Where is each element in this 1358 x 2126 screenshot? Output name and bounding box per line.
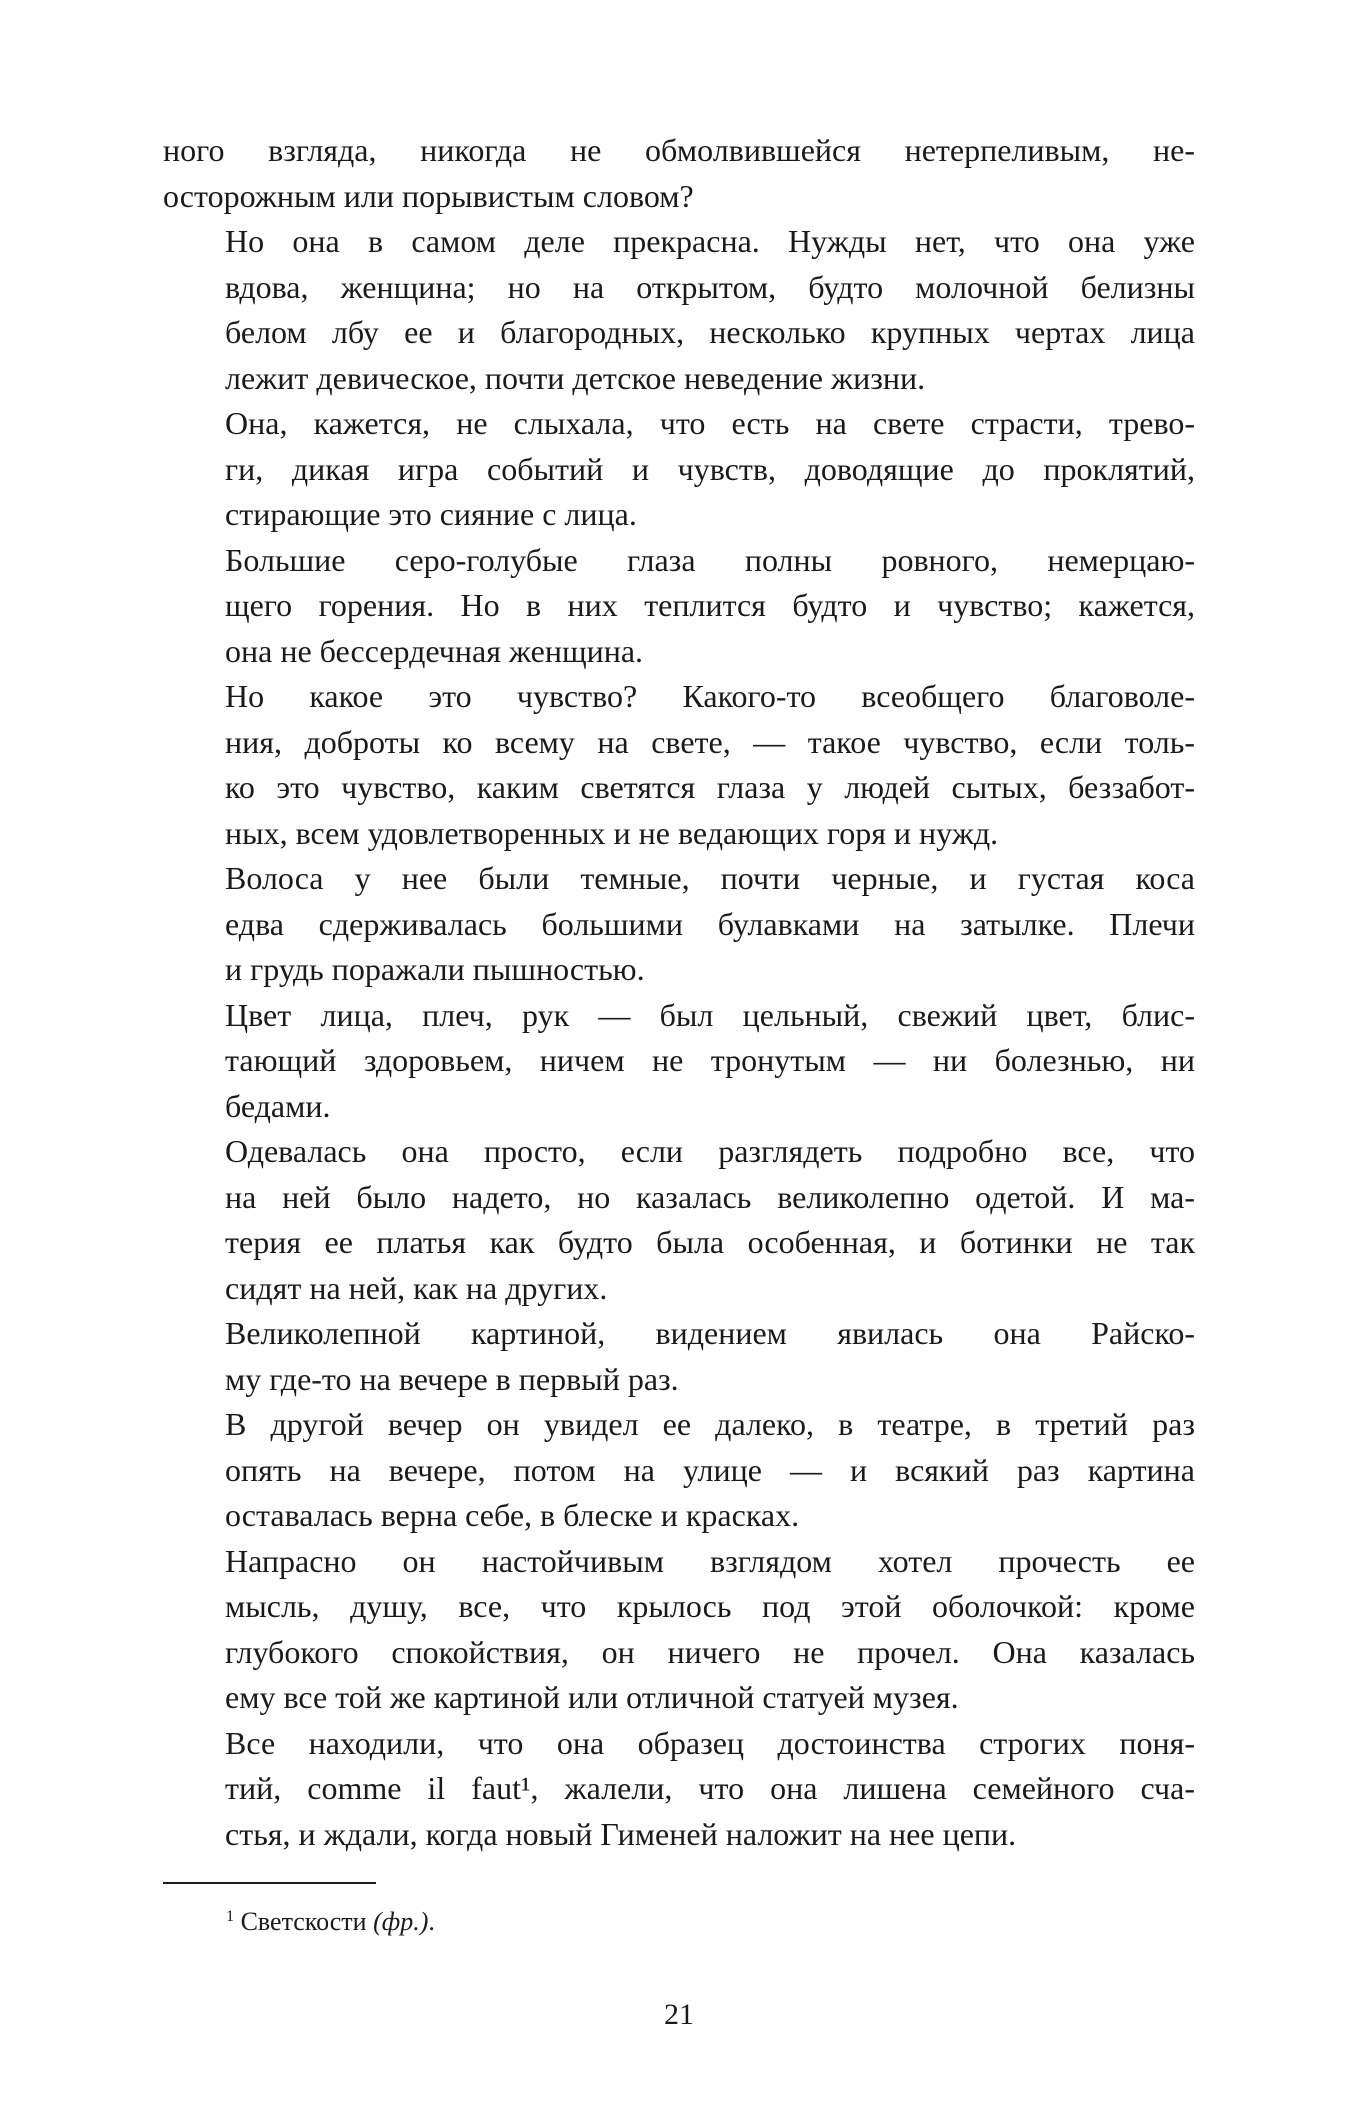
text-line: Напрасно он настойчивым взглядом хотел прочесть ее [225, 1542, 1195, 1579]
text-line: Она, кажется, не слыхала, что есть на свете страсти, трево- [225, 405, 1195, 441]
paragraph [163, 674, 1195, 856]
text-line: ко это чувство, каким светятся глаза у людей сытых, беззабот- [225, 769, 1195, 805]
text-line: стирающие это сияние с лица. [225, 496, 637, 532]
text-line: Но она в самом деле прекрасна. Нужды нет, что она уже [225, 223, 1195, 259]
paragraph [163, 856, 1195, 993]
text-line: стья, и ждали, когда новый Гименей наложит на нее цепи. [225, 1815, 1017, 1852]
paragraph [163, 538, 1195, 675]
footnote-text: Светскости [240, 1907, 374, 1936]
text-line: белом лбу ее и благородных, несколько крупных чертах лица [225, 314, 1195, 350]
paragraph [163, 1311, 1195, 1402]
paragraph [163, 1721, 1195, 1858]
text-line: сидят на ней, как на других. [225, 1269, 608, 1306]
text-line: ного взгляда, никогда не обмолвившейся нетерпеливым, не- [163, 132, 1195, 168]
text-line: В другой вечер он увидел ее далеко, в театре, в третий раз [225, 1406, 1195, 1442]
main-text [163, 128, 1195, 1857]
text-line: тий, comme il faut¹, жалели, что она лишена семейного сча- [225, 1770, 1195, 1806]
text-line: Но какое это чувство? Какого-то всеобщего благоволе- [225, 678, 1195, 714]
text-line: опять на вечере, потом на улице — и всякий раз картина [225, 1451, 1195, 1488]
paragraph [163, 1539, 1195, 1721]
text-line: Цвет лица, плеч, рук — был цельный, свежий цвет, блис- [225, 996, 1195, 1033]
text-line: осторожным или порывистым словом? [163, 177, 694, 214]
text-line: Волоса у нее были темные, почти черные, и густая коса [225, 860, 1195, 896]
paragraph [163, 1402, 1195, 1539]
footnote-lang: (фр.) [373, 1907, 429, 1936]
footnote-marker: 1 [226, 1908, 235, 1926]
text-line: оставалась верна себе, в блеске и красках. [225, 1497, 800, 1533]
paragraph [163, 219, 1195, 401]
text-line: Одевалась она просто, если разглядеть подробно все, что [225, 1133, 1195, 1169]
text-line: она не бессердечная женщина. [225, 632, 644, 669]
text-line: ги, дикая игра событий и чувств, доводящие до проклятий, [225, 450, 1195, 487]
paragraph [163, 128, 1195, 219]
text-line: Великолепной картиной, видением явилась она Райско- [225, 1315, 1195, 1351]
page-number: 21 [664, 1998, 694, 2031]
text-line: вдова, женщина; но на открытом, будто молочной белизны [225, 268, 1195, 305]
text-line: едва сдерживалась большими булавками на затылке. Плечи [225, 905, 1195, 942]
text-line: ния, доброты ко всему на свете, — такое чувство, если толь- [225, 723, 1195, 760]
text-line: щего горения. Но в них теплится будто и чувство; кажется, [225, 587, 1195, 623]
text-line: бедами. [225, 1087, 331, 1124]
paragraph [163, 401, 1195, 538]
paragraph [163, 1129, 1195, 1311]
text-line: ему все той же картиной или отличной статуей музея. [225, 1679, 959, 1715]
text-line: терия ее платья как будто была особенная, и ботинки не так [225, 1224, 1195, 1260]
text-line: тающий здоровьем, ничем не тронутым — ни болезнью, ни [225, 1042, 1195, 1078]
footnote [226, 1905, 435, 1939]
footnote-end: . [428, 1907, 435, 1936]
text-line: и грудь поражали пышностью. [225, 951, 645, 987]
text-line: му где-то на вечере в первый раз. [225, 1360, 679, 1397]
text-line: Большие серо-голубые глаза полны ровного, немерцаю- [225, 541, 1195, 578]
paragraph [163, 993, 1195, 1130]
text-line: на ней было надето, но казалась великолепно одетой. И ма- [225, 1178, 1195, 1215]
text-line: ных, всем удовлетворенных и не ведающих горя и нужд. [225, 814, 999, 851]
footnote-divider [163, 1882, 376, 1884]
text-line: глубокого спокойствия, он ничего не прочел. Она казалась [225, 1633, 1195, 1670]
text-line: мысль, душу, все, что крылось под этой оболочкой: кроме [225, 1588, 1195, 1624]
text-line: лежит девическое, почти детское неведение жизни. [225, 359, 926, 396]
text-line: Все находили, что она образец достоинства строгих поня- [225, 1724, 1195, 1761]
